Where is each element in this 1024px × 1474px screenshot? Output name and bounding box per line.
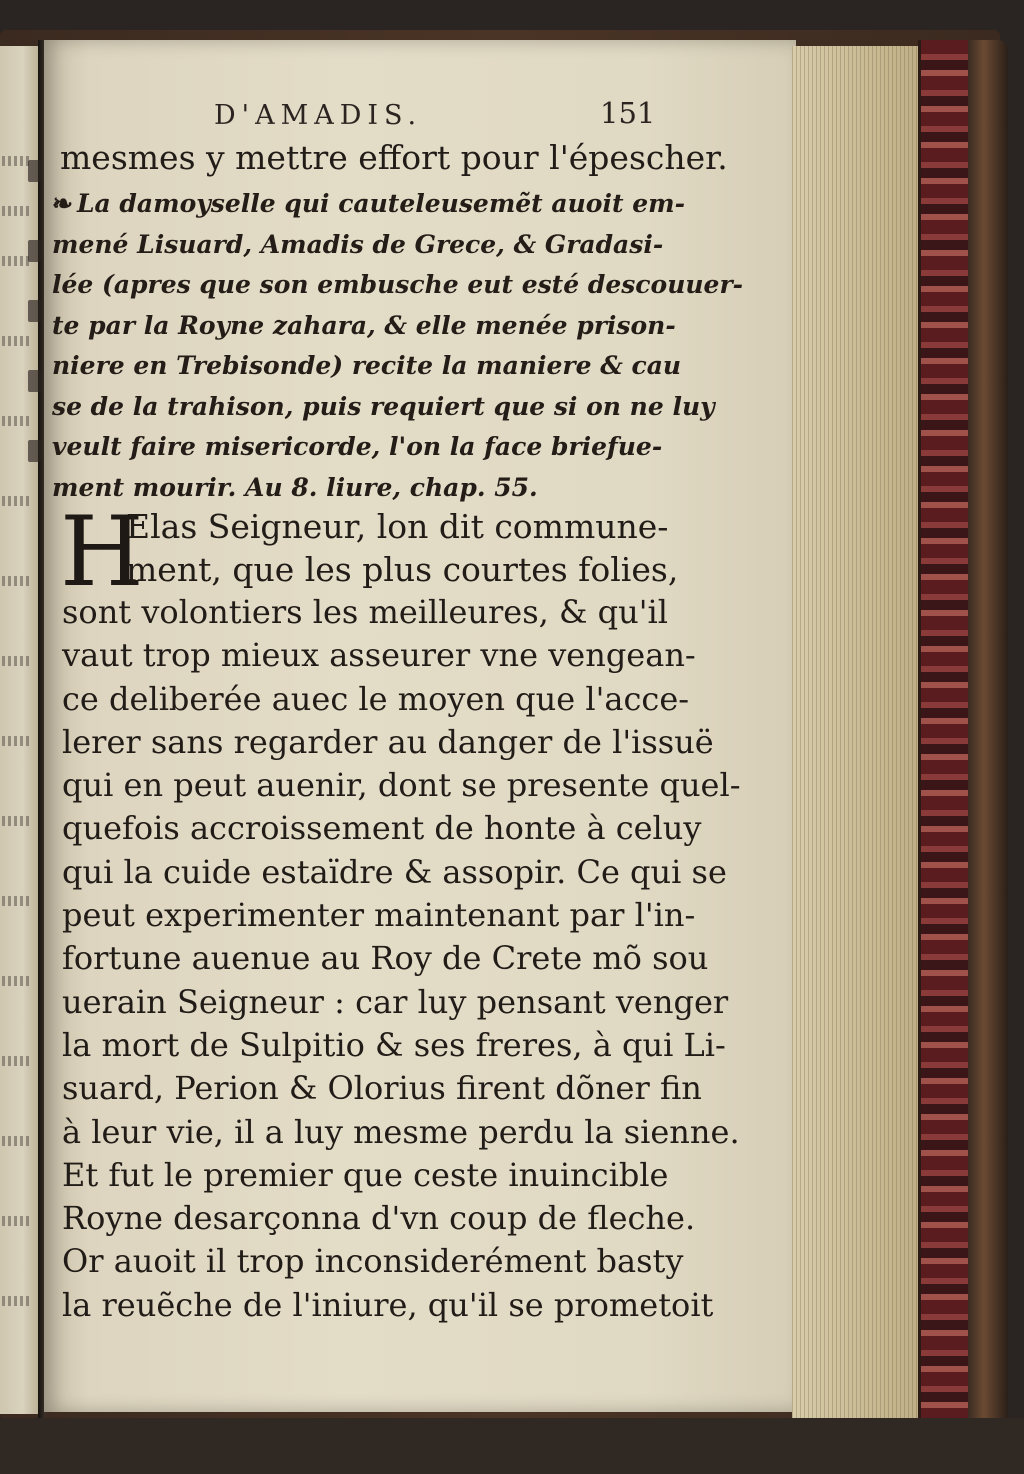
margin-marks (28, 140, 46, 500)
text-line: ment, que les plus courtes folies, (126, 550, 679, 589)
summary-line: veult faire misericorde, l'on la face briefue- (52, 432, 663, 461)
text-line: mesmes y mettre effort pour l'épescher. (60, 138, 728, 177)
text-line: la mort de Sulpitio & ses freres, à qui Li- (62, 1025, 726, 1064)
summary-line: te par la Royne zahara, & elle menée prison- (52, 310, 676, 340)
cover-edge (968, 40, 1008, 1430)
text-line: fortune auenue au Roy de Crete mõ sou (62, 939, 709, 978)
text-line: peut experimenter maintenant par l'in- (62, 896, 696, 935)
running-title: D'AMADIS. (214, 100, 423, 131)
text-line: quefois accroissement de honte à celuy (62, 809, 702, 848)
page-block-fore-edge (792, 46, 922, 1418)
summary-line: ment mourir. Au 8. liure, chap. 55. (52, 472, 538, 502)
body-text (62, 591, 741, 1327)
text-line: ce deliberée auec le moyen que l'acce- (62, 679, 690, 718)
text-line: Elas Seigneur, lon dit commune- (126, 507, 669, 546)
drop-cap: H (60, 496, 144, 608)
text-line: lerer sans regarder au danger de l'issuë (62, 722, 714, 761)
text-line: suard, Perion & Olorius firent dõner fin (62, 1069, 702, 1108)
text-line: Et fut le premier que ceste inuincible (62, 1155, 669, 1194)
text-line: Or auoit il trop inconsiderément basty (62, 1242, 684, 1281)
summary-line: se de la trahison, puis requiert que si on ne luy (52, 391, 715, 421)
text-line: uerain Seigneur : car luy pensant venger (62, 982, 729, 1021)
summary-line: ❧ La damoyselle qui cauteleusemẽt auoit em- (52, 189, 685, 218)
text-line: vaut trop mieux asseurer vne vengean- (62, 636, 696, 675)
backdrop (0, 1418, 1024, 1474)
text-line: à leur vie, il a luy mesme perdu la sienne. (62, 1112, 740, 1151)
paragraph-mark-icon: ❧ (52, 189, 73, 218)
summary-line: mené Lisuard, Amadis de Grece, & Gradasi- (52, 229, 664, 259)
chapter-summary (52, 184, 744, 508)
summary-line: lée (apres que son embusche eut esté descouuer- (52, 270, 744, 299)
page-header (214, 96, 684, 140)
page-number: 151 (600, 96, 656, 130)
text-line: qui la cuide estaïdre & assopir. Ce qui se (62, 852, 727, 891)
continued-text (60, 138, 728, 178)
text-line: Royne desarçonna d'vn coup de fleche. (62, 1199, 696, 1238)
body-first-lines (126, 505, 678, 591)
summary-line: niere en Trebisonde) recite la maniere & cau (52, 351, 682, 380)
text-line: qui en peut auenir, dont se presente quel- (62, 766, 741, 805)
text-line: sont volontiers les meilleures, & qu'il (62, 593, 669, 631)
text-line: la reuẽche de l'iniure, qu'il se prometoit (62, 1285, 714, 1324)
